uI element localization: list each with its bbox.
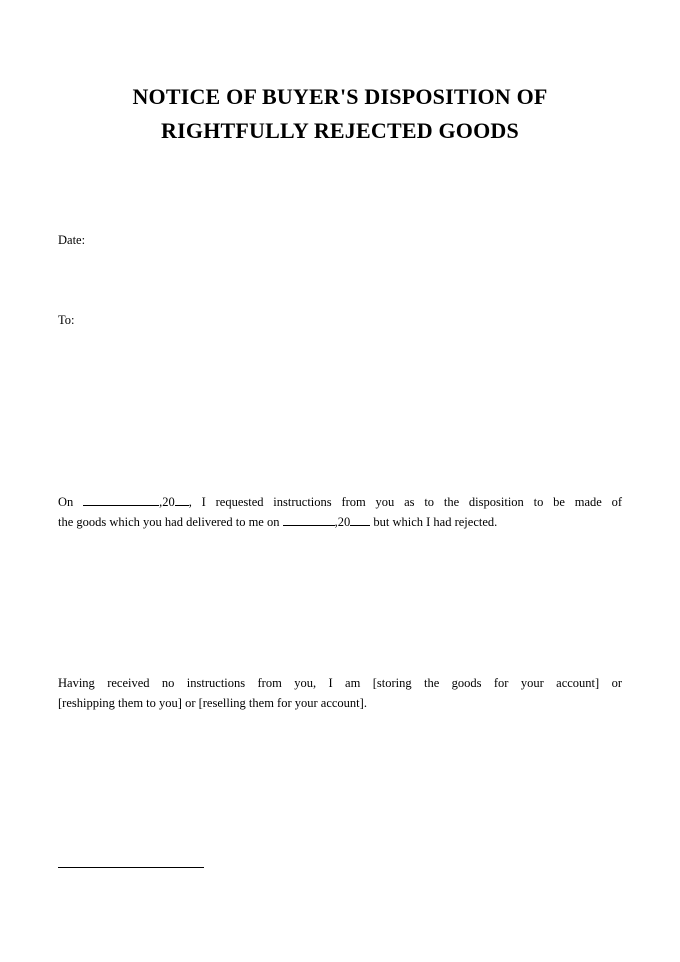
document-title — [40, 80, 640, 148]
paragraph-1-text-20a: ,20 — [159, 495, 175, 509]
paragraph-1-text-delivered: the goods which you had delivered to me on — [58, 515, 280, 529]
paragraph-1-text-on: On — [58, 495, 74, 509]
year-blank-2[interactable] — [350, 513, 370, 526]
date-blank-2[interactable] — [283, 513, 335, 526]
year-blank-1[interactable] — [175, 493, 189, 506]
title-line-1: NOTICE OF BUYER'S DISPOSITION OF — [132, 84, 548, 109]
paragraph-request-instructions — [58, 492, 622, 532]
paragraph-1-text-20b: ,20 — [334, 515, 351, 529]
paragraph-1-text-requested: , I requested instructions from you as to the disposition to be made of — [188, 495, 623, 509]
paragraph-1-text-rejected: but which I had rejected. — [373, 515, 498, 529]
date-label: Date: — [58, 233, 86, 247]
paragraph-1-line-1 — [58, 492, 622, 512]
signature-line[interactable] — [58, 867, 204, 868]
title-line-2: RIGHTFULLY REJECTED GOODS — [161, 118, 519, 143]
paragraph-1-line-2 — [58, 512, 622, 532]
paragraph-2-line-2: [reshipping them to you] or [reselling them for your account]. — [58, 696, 367, 710]
to-label: To: — [58, 313, 75, 327]
paragraph-disposition — [58, 673, 622, 713]
paragraph-2-line-1: Having received no instructions from you, I am [storing the goods for your account] or — [58, 676, 622, 690]
date-blank-1[interactable] — [83, 493, 159, 506]
